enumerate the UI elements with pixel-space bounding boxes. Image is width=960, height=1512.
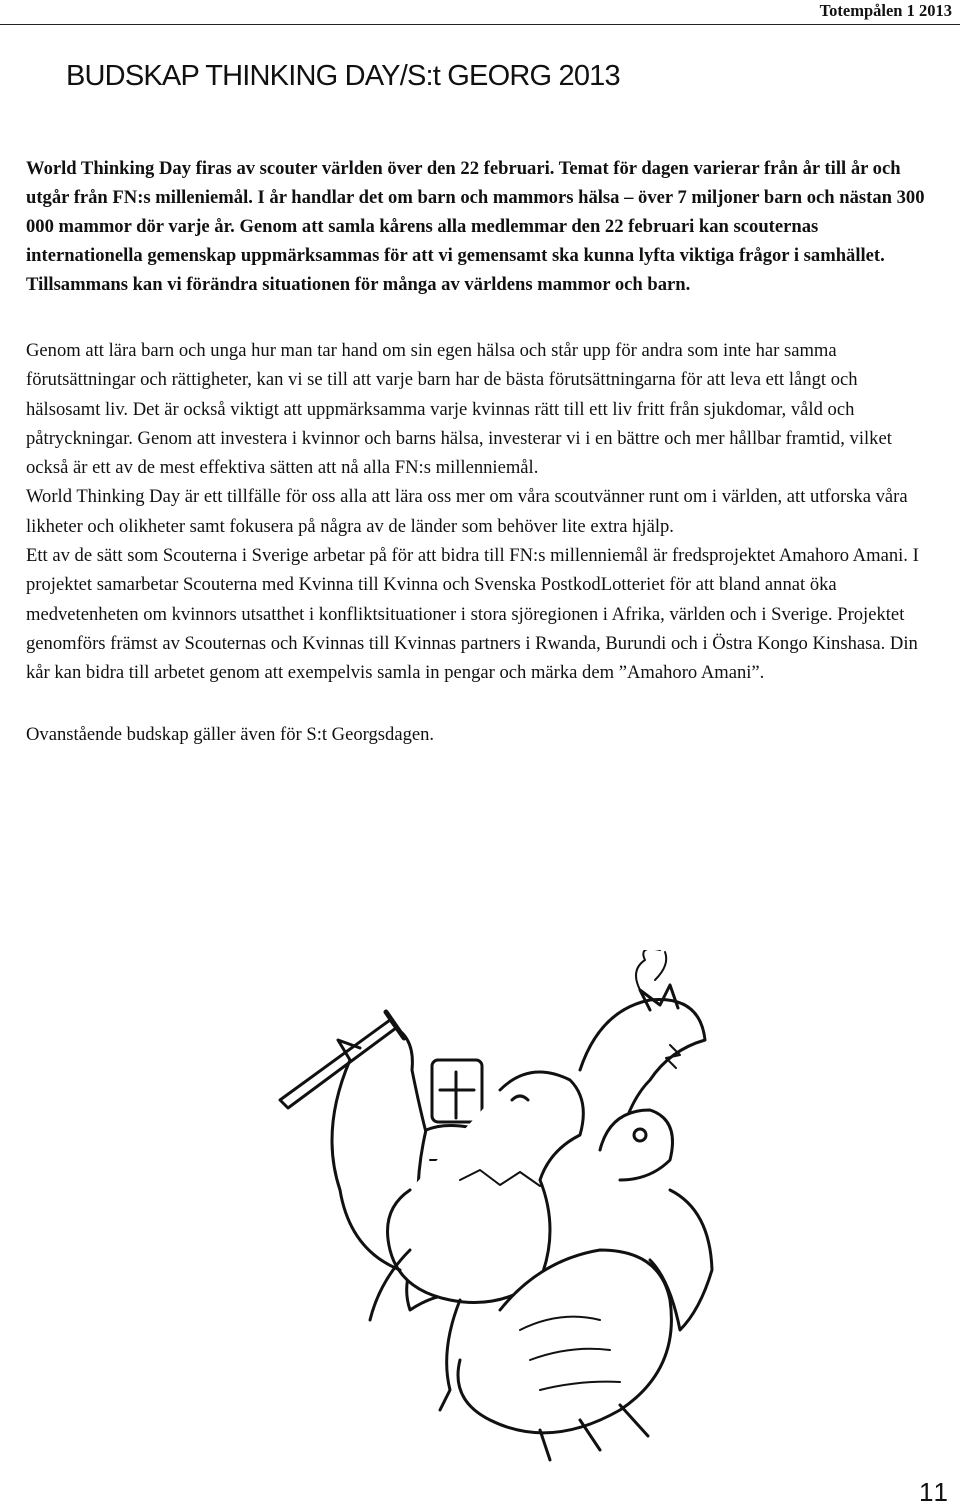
issue-label: Totempålen 1 2013: [819, 1, 952, 20]
lead-paragraph: World Thinking Day firas av scouter världen över den 22 februari. Temat för dagen varierar från år till år och utgår från FN:s milleniemål. I år handlar det om barn och mammors hälsa – över 7 miljoner barn och nästan 300 000 mammor dör varje år. Genom att samla kårens alla medlemmar den 22 februari kan scouternas internationella gemenskap uppmärksammas för att vi gemensamt ska kunna lyfta viktiga frågor i samhället. Tillsammans kan vi förändra situationen för många av världens mammor och barn.: [26, 158, 925, 295]
article-title: BUDSKAP THINKING DAY/S:t GEORG 2013: [66, 60, 620, 92]
body-paragraph: Genom att lära barn och unga hur man tar hand om sin egen hälsa och står upp för andra som inte har samma förutsättningar och rättigheter, kan vi se till att varje barn har de bästa förutsättningarna för att leva ett långt och hälsosamt liv. Det är också viktigt att uppmärksamma varje kvinnas rätt till ett liv fritt från sjukdomar, våld och påtryckningar. Genom att investera i kvinnor och barns hälsa, investerar vi i en bättre och mer hållbar framtid, vilket också är ett av de mest effektiva sätten att nå alla FN:s millenniemål.: [26, 340, 892, 479]
body-paragraph: Ett av de sätt som Scouterna i Sverige arbetar på för att bidra till FN:s millenniemål är fredsprojektet Amahoro Amani. I projektet samarbetar Scouterna med Kvinna till Kvinna och Svenska PostkodLotteriet för att bland annat öka medvetenheten om kvinnors utsatthet i konfliktsituationer i stora sjöregionen i Afrika, världen och i Sverige. Projektet genomförs främst av Scouternas och Kvinnas till Kvinnas partners i Rwanda, Burundi och i Östra Kongo Kinshasa. Din kår kan bidra till arbetet genom att exempelvis samla in pengar och märka dem ”Amahoro Amani”.: [26, 545, 919, 684]
article-body: [26, 336, 936, 688]
page-header: [0, 0, 960, 25]
closing-note: Ovanstående budskap gäller även för S:t Georgsdagen.: [26, 724, 435, 745]
knight-dragon-illustration: [200, 950, 720, 1470]
body-paragraph: World Thinking Day är ett tillfälle för oss alla att lära oss mer om våra scoutvänner runt om i världen, att utforska våra likheter och olikheter samt fokusera på några av de länder som behöver lite extra hjälp.: [26, 486, 908, 537]
page-number: 11: [919, 1477, 950, 1507]
